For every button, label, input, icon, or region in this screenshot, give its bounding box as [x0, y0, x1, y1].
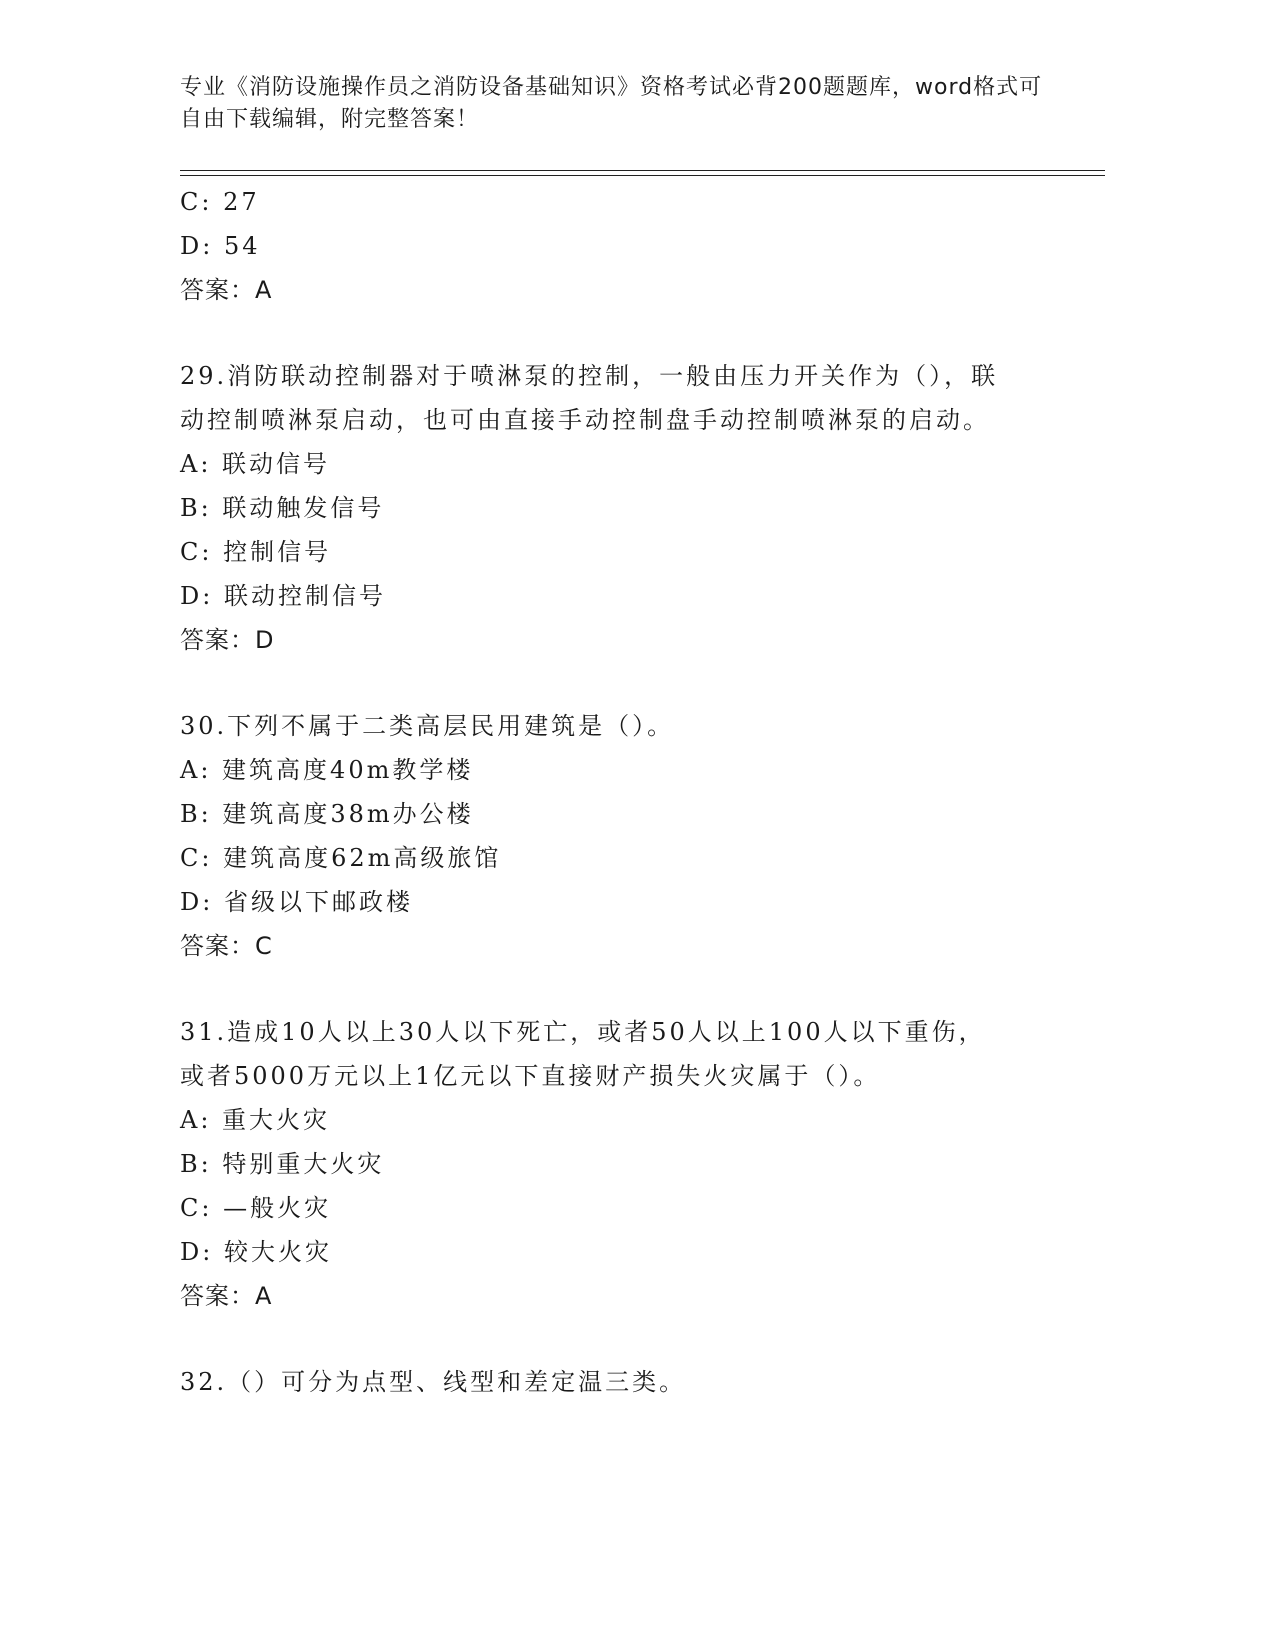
spacer: [180, 968, 1060, 1010]
question-stem: 32.（）可分为点型、线型和差定温三类。: [180, 1368, 687, 1396]
answer-line: 答案：A: [180, 1282, 273, 1310]
question-32: [180, 1360, 1060, 1404]
option-a: A: 重大火灾: [180, 1106, 331, 1134]
option-c: C: 27: [180, 188, 260, 216]
answer-line: 答案：A: [180, 276, 273, 304]
header-divider-bottom: [180, 175, 1105, 176]
question-31: [180, 1010, 1060, 1318]
option-a: A: 联动信号: [180, 450, 331, 478]
option-d: D: 54: [180, 232, 261, 260]
question-stem: 31.造成10人以上30人以下死亡，或者50人以上100人以下重伤，: [180, 1018, 986, 1046]
option-d: D: 联动控制信号: [180, 582, 386, 610]
question-28-tail: [180, 180, 1060, 312]
option-c: C: 建筑高度62m高级旅馆: [180, 844, 502, 872]
spacer: [180, 312, 1060, 354]
header-divider-top: [180, 170, 1105, 171]
option-c: C: 控制信号: [180, 538, 332, 566]
option-d: D: 较大火灾: [180, 1238, 332, 1266]
spacer: [180, 662, 1060, 704]
document-header: 专业《消防设施操作员之消防设备基础知识》资格考试必背200题题库，word格式可自由下载编辑，附完整答案！: [180, 75, 1043, 132]
option-b: B: 特别重大火灾: [180, 1150, 385, 1178]
option-a: A: 建筑高度40m教学楼: [180, 756, 474, 784]
option-d: D: 省级以下邮政楼: [180, 888, 413, 916]
option-b: B: 建筑高度38m办公楼: [180, 800, 474, 828]
question-29: [180, 354, 1060, 662]
question-stem: 30.下列不属于二类高层民用建筑是（）。: [180, 712, 675, 740]
question-list: [180, 180, 1060, 1404]
question-stem-cont: 动控制喷淋泵启动，也可由直接手动控制盘手动控制喷淋泵的启动。: [180, 406, 990, 434]
question-stem-cont: 或者5000万元以上1亿元以下直接财产损失火灾属于（）。: [180, 1062, 881, 1090]
answer-line: 答案：C: [180, 932, 273, 960]
question-stem: 29.消防联动控制器对于喷淋泵的控制，一般由压力开关作为（），联: [180, 362, 999, 390]
spacer: [180, 1318, 1060, 1360]
option-c: C: —般火灾: [180, 1194, 332, 1222]
answer-line: 答案：D: [180, 626, 275, 654]
question-30: [180, 704, 1060, 968]
option-b: B: 联动触发信号: [180, 494, 385, 522]
